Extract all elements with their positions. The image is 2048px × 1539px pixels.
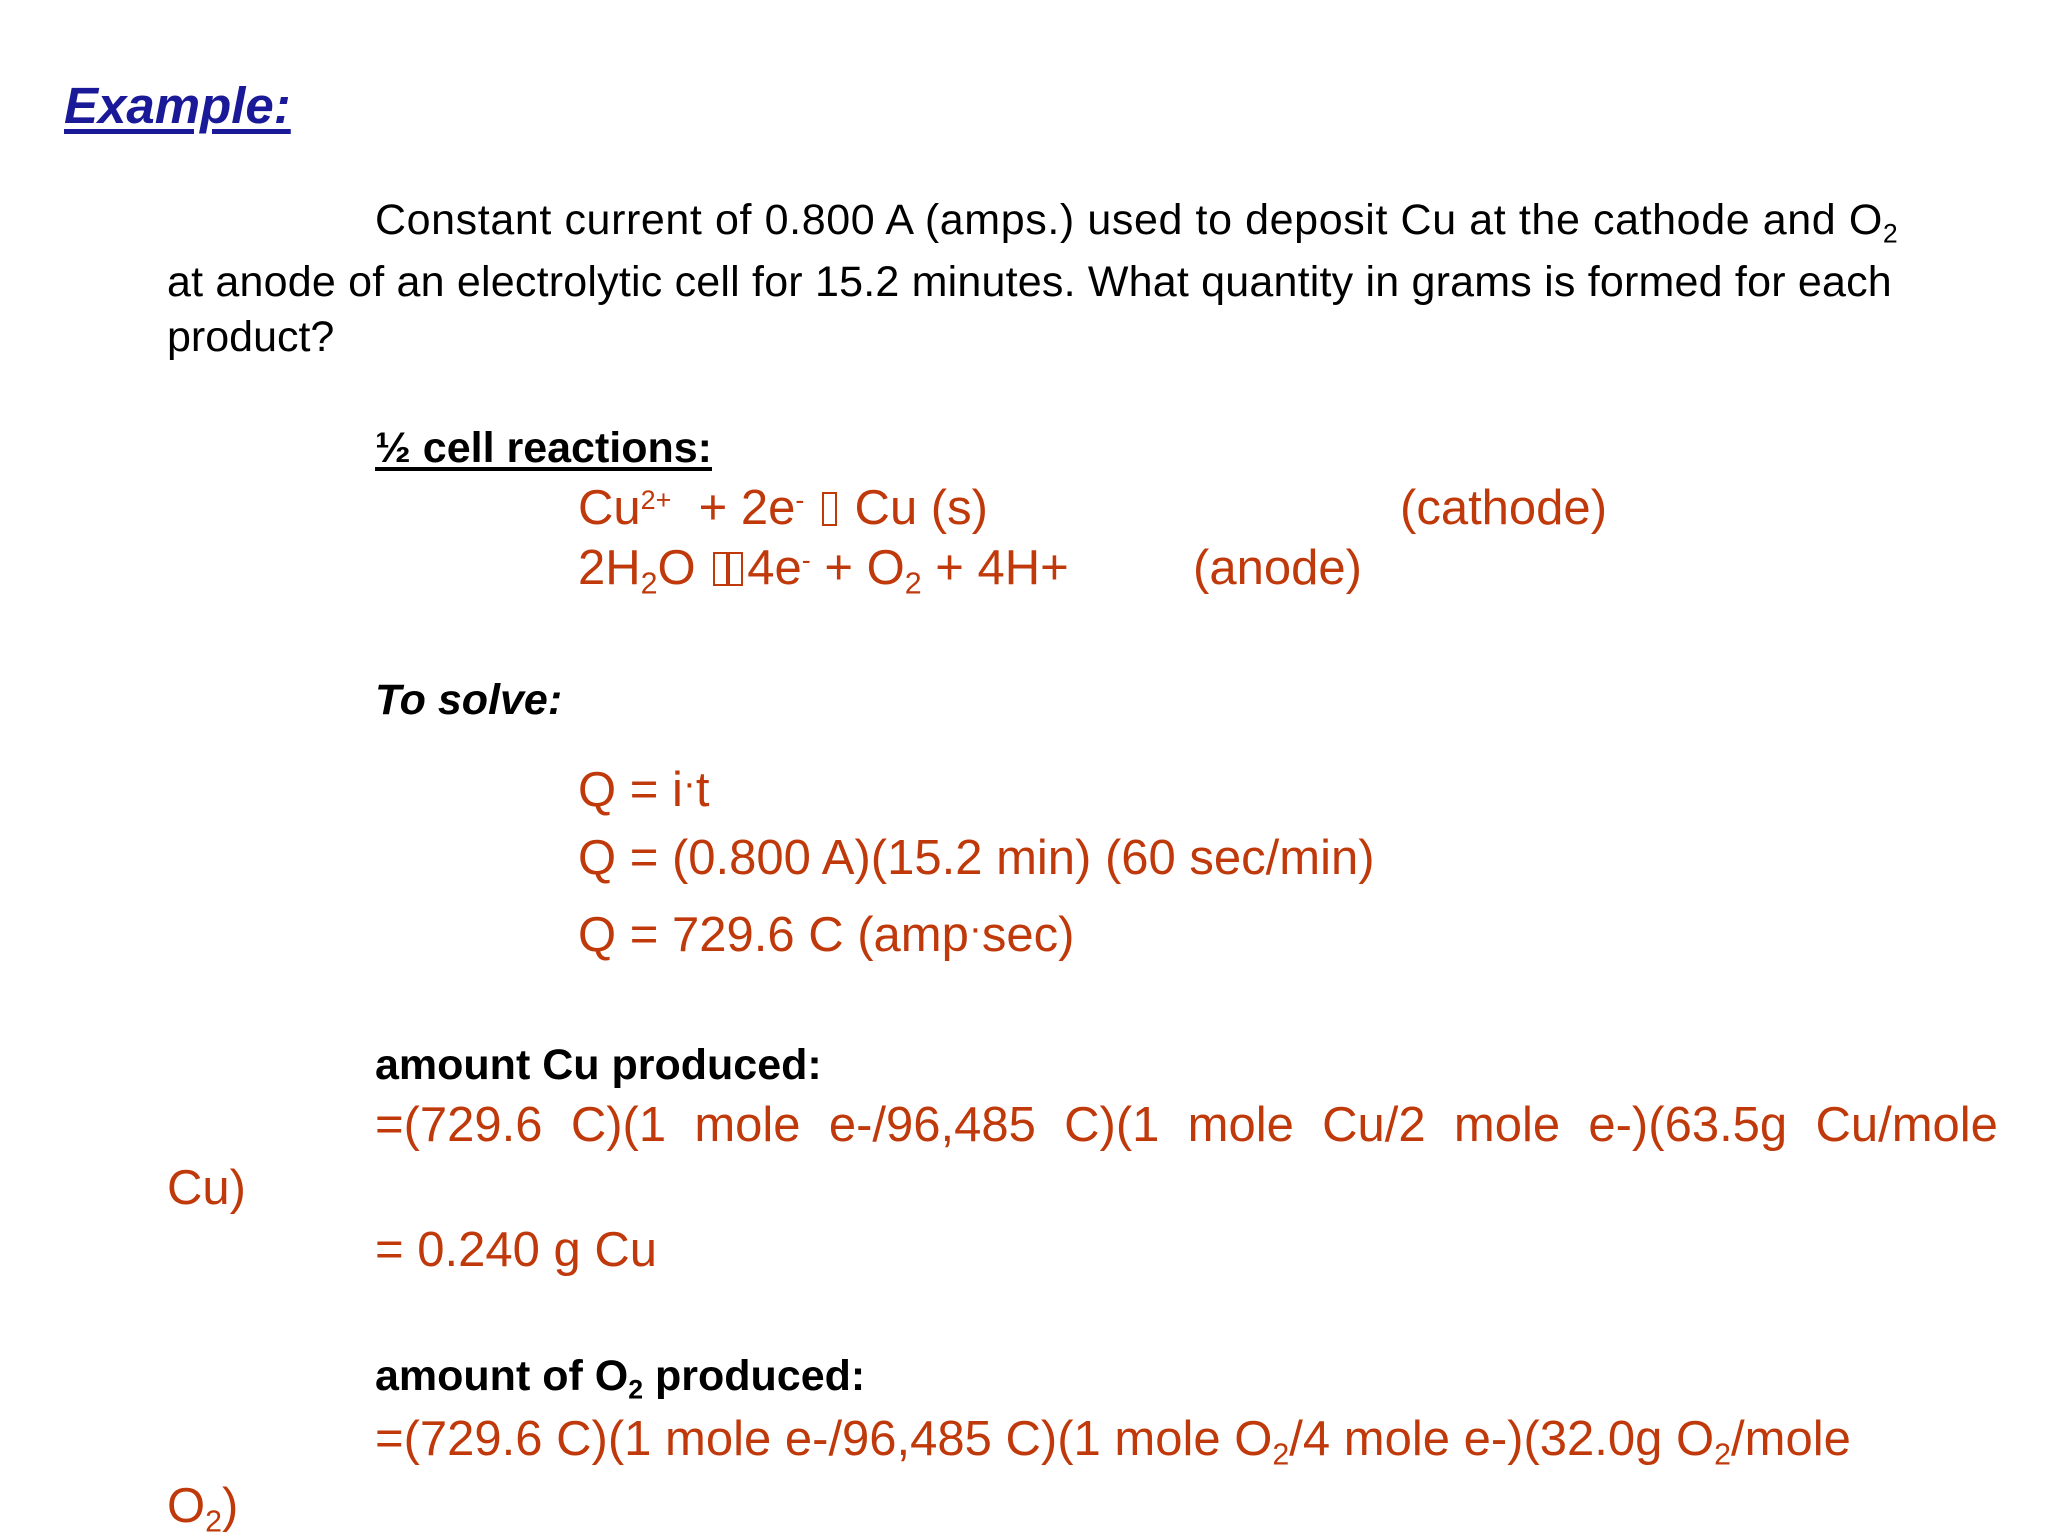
reaction-arrow-icon (713, 552, 728, 586)
problem-o2-subscript: 2 (1882, 218, 1898, 249)
anode-protons: + 4H+ (921, 541, 1069, 595)
cu-calc-word: mole (1453, 1098, 1561, 1152)
o2-heading-subscript: 2 (628, 1374, 644, 1405)
anode-electrons: 4e (747, 541, 802, 595)
cathode-label: (cathode) (1400, 481, 1608, 535)
charge-result-dot: · (968, 907, 982, 951)
anode-h: 2H (578, 541, 641, 595)
cathode-product: Cu (s) (840, 481, 988, 535)
cu-calc-word: Cu/mole (1815, 1098, 1998, 1152)
anode-oxygen: + O (810, 541, 905, 595)
page-title: Example: (64, 77, 291, 134)
to-solve-heading: To solve: (375, 676, 563, 724)
anode-oxygen-subscript: 2 (904, 566, 922, 601)
cu-calc-word: =(729.6 (375, 1098, 543, 1152)
cu-calc-word: mole (1187, 1098, 1294, 1152)
anode-o: O (657, 541, 710, 595)
charge-formula (578, 762, 710, 818)
charge-substitution: Q = (0.800 A)(15.2 min) (60 sec/min) (578, 831, 1375, 885)
charge-result-unit: sec) (981, 908, 1075, 962)
o2-calc-part-3: /mole (1731, 1412, 1851, 1466)
o2-calc-part-1: =(729.6 C)(1 mole e-/96,485 C)(1 mole O (375, 1412, 1273, 1466)
charge-result (578, 907, 1074, 963)
o2-wrap-subscript: 2 (205, 1504, 223, 1539)
cu-result: = 0.240 g Cu (375, 1223, 657, 1277)
anode-label: (anode) (1193, 541, 1362, 595)
charge-formula-t: t (695, 763, 710, 817)
o2-calc-subscript-1: 2 (1272, 1437, 1290, 1472)
o2-calculation-wrap (167, 1478, 239, 1539)
cu-calc-word: mole (694, 1098, 801, 1152)
cathode-electron-charge: - (795, 485, 805, 516)
problem-line-3: product? (167, 313, 335, 361)
cu-calc-word: C)(1 (570, 1098, 667, 1152)
cu-calc-word: e-)(63.5g (1588, 1098, 1788, 1152)
charge-formula-dot: · (682, 762, 696, 806)
cu-calculation-wrap: Cu) (167, 1161, 246, 1215)
anode-h-subscript: 2 (640, 566, 658, 601)
o2-heading-suffix: produced: (643, 1352, 866, 1400)
cu-calc-word: C)(1 (1064, 1098, 1160, 1152)
cu-calc-word: e-/96,485 (828, 1098, 1036, 1152)
o2-heading-text: amount of O (375, 1352, 629, 1400)
anode-electron-charge: - (801, 545, 811, 576)
charge-formula-q: Q = i (578, 763, 683, 817)
reaction-arrow-icon (728, 552, 743, 586)
problem-line-2: at anode of an electrolytic cell for 15.2 minutes. What quantity in grams is formed for each (167, 258, 1892, 306)
charge-result-value: Q = 729.6 C (amp (578, 908, 969, 962)
o2-calc-subscript-2: 2 (1714, 1437, 1732, 1472)
o2-calc-part-2: /4 mole e-)(32.0g O (1289, 1412, 1715, 1466)
anode-reaction (578, 540, 1069, 601)
cathode-reaction (578, 480, 988, 536)
o2-calculation (375, 1411, 1851, 1472)
reaction-arrow-icon (822, 492, 837, 526)
o2-wrap-o: O (167, 1479, 206, 1533)
cathode-charge: 2+ (640, 485, 672, 516)
cu-calculation (375, 1097, 1998, 1153)
o2-heading (375, 1352, 866, 1405)
half-cell-heading: ½ cell reactions: (375, 424, 712, 472)
o2-wrap-paren: ) (222, 1479, 239, 1533)
cu-heading: amount Cu produced: (375, 1041, 822, 1089)
cathode-electrons: + 2e (671, 481, 796, 535)
cathode-cu: Cu (578, 481, 641, 535)
problem-line-1 (375, 196, 1998, 249)
cu-calc-word: Cu/2 (1322, 1098, 1426, 1152)
problem-line-1-text: Constant current of 0.800 A (amps.) used to deposit Cu at the cathode and O (375, 196, 1883, 244)
